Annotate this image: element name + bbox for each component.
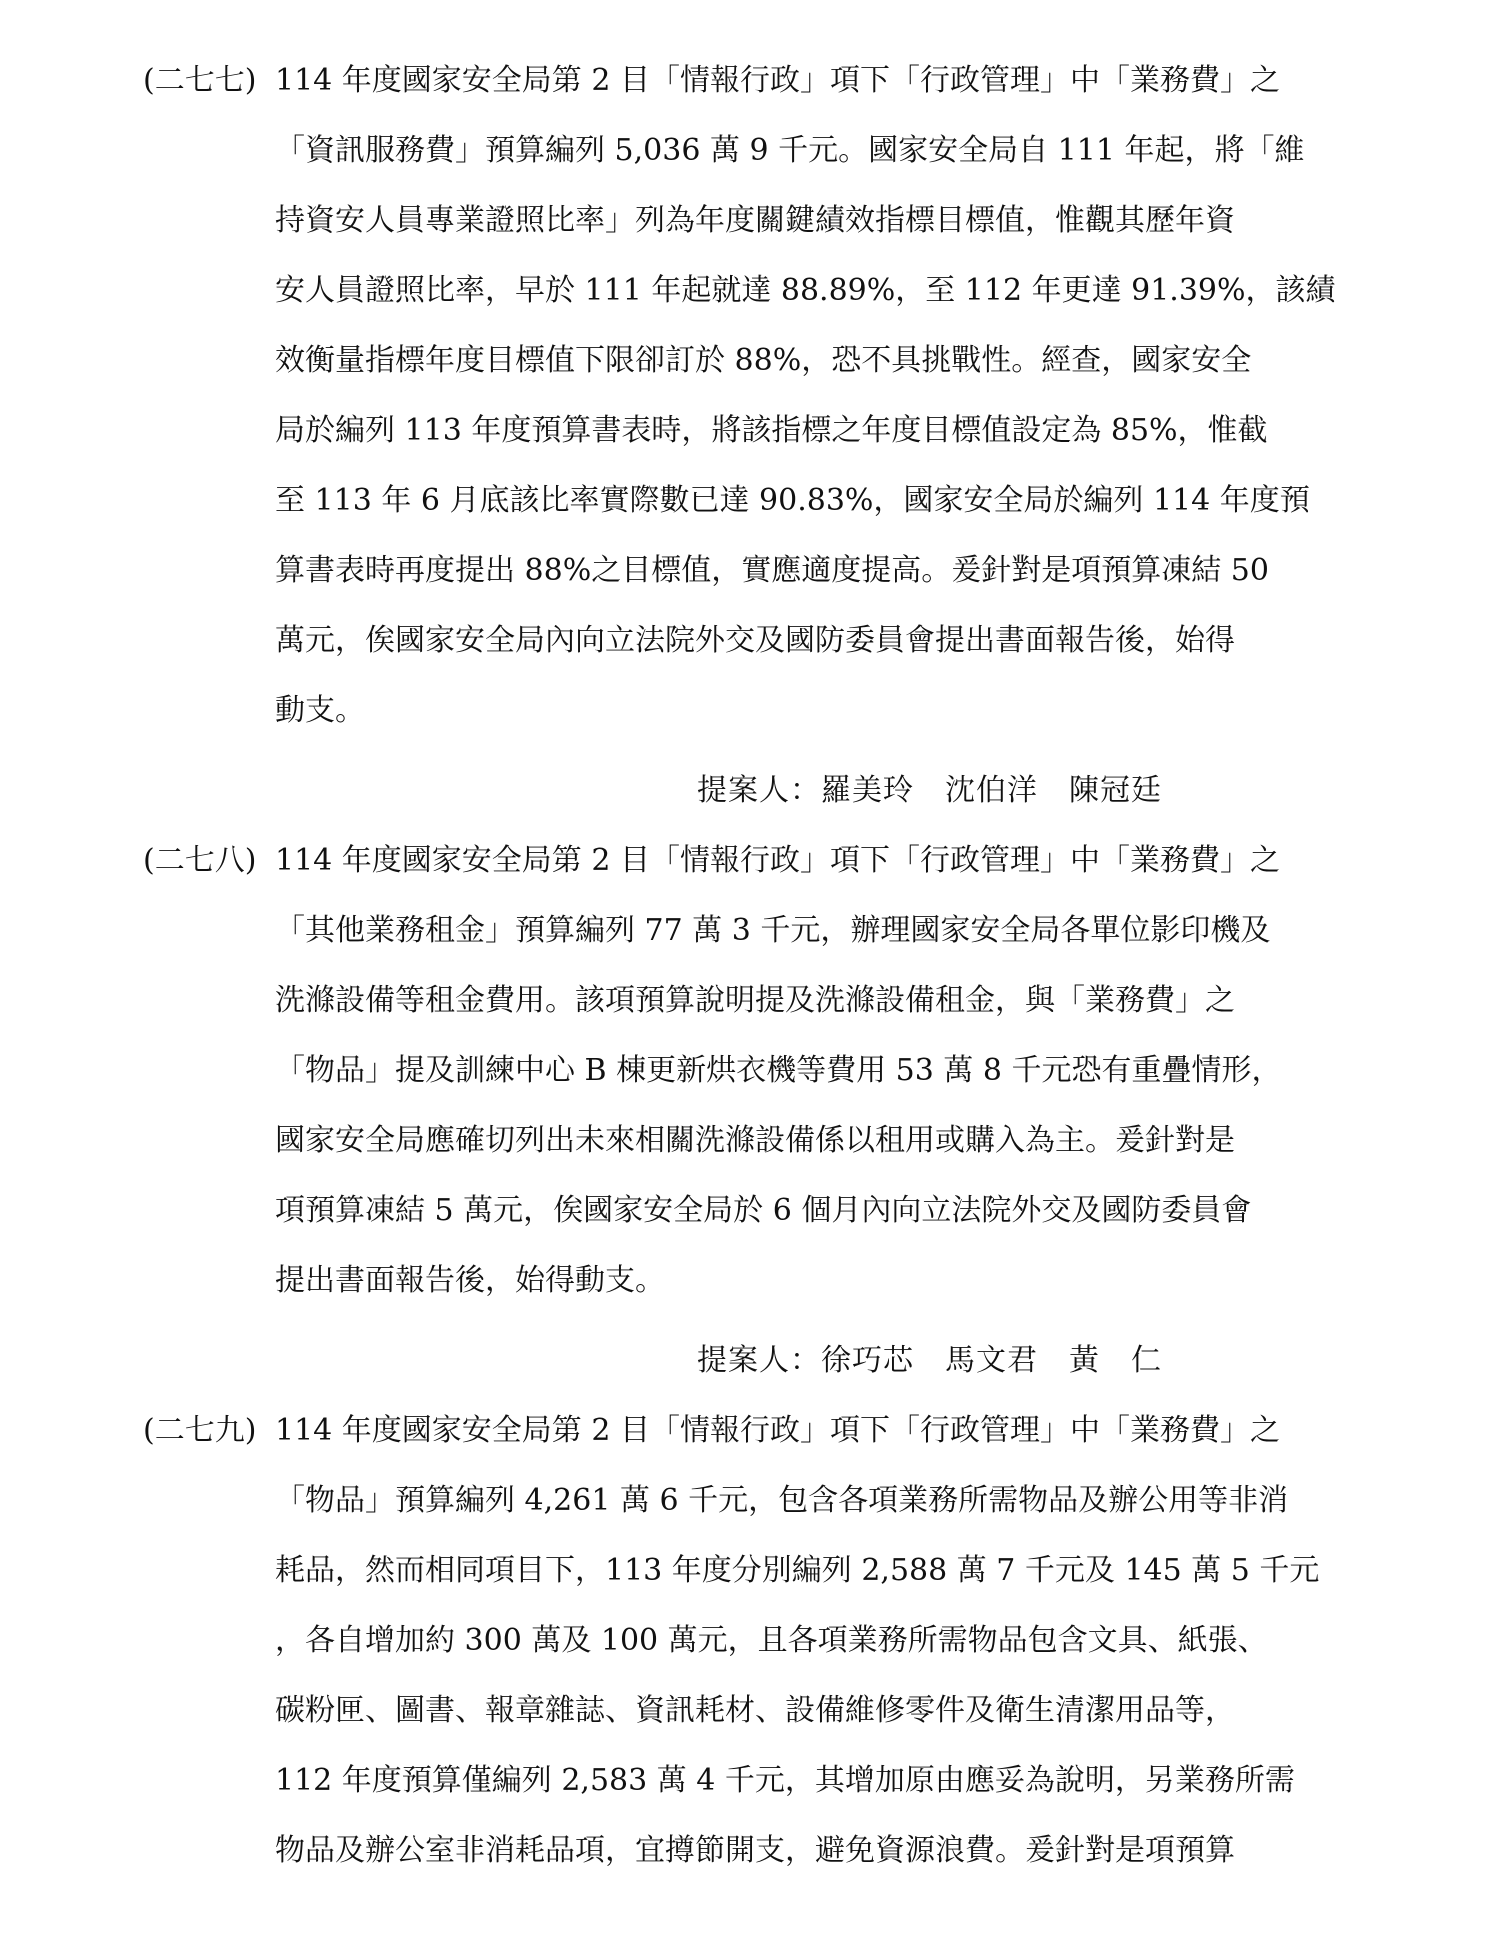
text-line: 耗品，然而相同項目下，113 年度分別編列 2,588 萬 7 千元及 145 萬 5 千元 xyxy=(275,1553,1320,1588)
text-line: 114 年度國家安全局第 2 目「情報行政」項下「行政管理」中「業務費」之 xyxy=(275,1413,1280,1448)
item-text xyxy=(143,826,1373,1316)
item-number: (二七九) xyxy=(143,1413,257,1448)
text-line: 至 113 年 6 月底該比率實際數已達 90.83%，國家安全局於編列 114 年度預 xyxy=(275,483,1310,518)
text-line: 局於編列 113 年度預算書表時，將該指標之年度目標值設定為 85%，惟截 xyxy=(275,413,1268,448)
item-text xyxy=(143,1396,1373,1886)
text-line: 萬元，俟國家安全局內向立法院外交及國防委員會提出書面報告後，始得 xyxy=(275,623,1235,658)
item-text xyxy=(143,46,1373,746)
text-line: 「其他業務租金」預算編列 77 萬 3 千元，辦理國家安全局各單位影印機及 xyxy=(275,913,1271,948)
text-line: 國家安全局應確切列出未來相關洗滌設備係以租用或購入為主。爰針對是 xyxy=(275,1123,1235,1158)
text-line: 動支。 xyxy=(275,693,365,728)
proposal-item xyxy=(143,826,1373,1316)
proposal-item xyxy=(143,46,1373,746)
text-line: 持資安人員專業證照比率」列為年度關鍵績效指標目標值，惟觀其歷年資 xyxy=(275,203,1235,238)
text-line: 「物品」提及訓練中心 B 棟更新烘衣機等費用 53 萬 8 千元恐有重疊情形， xyxy=(275,1053,1282,1088)
text-line: 「物品」預算編列 4,261 萬 6 千元，包含各項業務所需物品及辦公用等非消 xyxy=(275,1483,1289,1518)
text-line: 項預算凍結 5 萬元，俟國家安全局於 6 個月內向立法院外交及國防委員會 xyxy=(275,1193,1252,1228)
text-line: 114 年度國家安全局第 2 目「情報行政」項下「行政管理」中「業務費」之 xyxy=(275,63,1280,98)
proposal-item xyxy=(143,1396,1373,1886)
text-line: 112 年度預算僅編列 2,583 萬 4 千元，其增加原由應妥為說明，另業務所需 xyxy=(275,1763,1295,1798)
text-line: 碳粉匣、圖書、報章雜誌、資訊耗材、設備維修零件及衛生清潔用品等， xyxy=(275,1693,1235,1728)
text-line: 提出書面報告後，始得動支。 xyxy=(275,1263,665,1298)
item-number: (二七七) xyxy=(143,63,257,98)
text-line: 洗滌設備等租金費用。該項預算說明提及洗滌設備租金，與「業務費」之 xyxy=(275,983,1235,1018)
text-line: 算書表時再度提出 88%之目標值，實應適度提高。爰針對是項預算凍結 50 xyxy=(275,553,1269,588)
text-line: 安人員證照比率，早於 111 年起就達 88.89%，至 112 年更達 91.39%，該績 xyxy=(275,273,1336,308)
text-line: ，各自增加約 300 萬及 100 萬元，且各項業務所需物品包含文具、紙張、 xyxy=(275,1623,1268,1658)
text-line: 物品及辦公室非消耗品項，宜撙節開支，避免資源浪費。爰針對是項預算 xyxy=(275,1833,1235,1868)
text-line: 「資訊服務費」預算編列 5,036 萬 9 千元。國家安全局自 111 年起，將「維 xyxy=(275,133,1305,168)
text-line: 114 年度國家安全局第 2 目「情報行政」項下「行政管理」中「業務費」之 xyxy=(275,843,1280,878)
text-line: 效衡量指標年度目標值下限卻訂於 88%，恐不具挑戰性。經查，國家安全 xyxy=(275,343,1252,378)
item-number: (二七八) xyxy=(143,843,257,878)
proposer-line: 提案人：羅美玲 沈伯洋 陳冠廷 xyxy=(697,773,1162,808)
proposer-line: 提案人：徐巧芯 馬文君 黃 仁 xyxy=(697,1343,1162,1378)
